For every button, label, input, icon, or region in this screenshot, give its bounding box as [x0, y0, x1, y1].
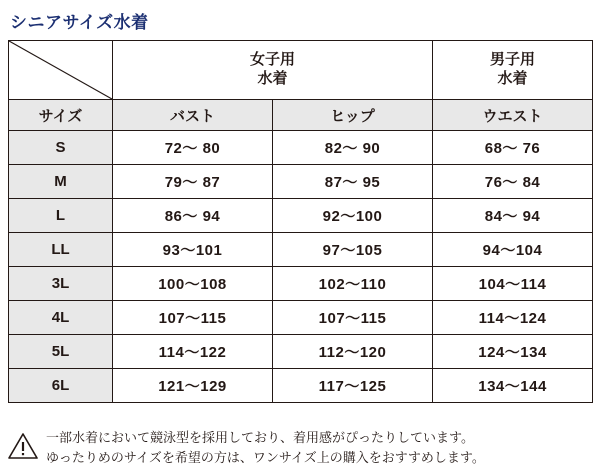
- cell-bust: 107～115: [113, 301, 273, 335]
- cell-hip: 82～ 90: [273, 131, 433, 165]
- cell-size: 6L: [9, 369, 113, 403]
- table-row: [9, 301, 593, 335]
- cell-size: S: [9, 131, 113, 165]
- size-table: [8, 40, 593, 403]
- cell-waist: 84～ 94: [433, 199, 593, 233]
- group-header-women-line2: 水着: [257, 70, 288, 87]
- group-header-women-line1: 女子用: [250, 51, 296, 69]
- cell-hip: 92～100: [273, 199, 433, 233]
- table-row: [9, 267, 593, 301]
- column-header-bust: バスト: [113, 100, 273, 131]
- group-header-women: [113, 41, 433, 100]
- table-row: [9, 165, 593, 199]
- warning-triangle-icon: [8, 432, 38, 460]
- table-row: [9, 335, 593, 369]
- cell-size: M: [9, 165, 113, 199]
- cell-size: 5L: [9, 335, 113, 369]
- cell-waist: 94～104: [433, 233, 593, 267]
- footnote-line-1: 一部水着において競泳型を採用しており、着用感がぴったりしています。: [46, 430, 474, 445]
- group-header-men: [433, 41, 593, 100]
- cell-size: L: [9, 199, 113, 233]
- cell-hip: 87～ 95: [273, 165, 433, 199]
- cell-size: 3L: [9, 267, 113, 301]
- table-row: [9, 199, 593, 233]
- cell-bust: 114～122: [113, 335, 273, 369]
- table-row: [9, 369, 593, 403]
- footnote-line-2: ゆったりめのサイズを希望の方は、ワンサイズ上の購入をおすすめします。: [46, 450, 485, 466]
- cell-waist: 104～114: [433, 267, 593, 301]
- table-row: [9, 131, 593, 165]
- table-group-header-row: [9, 41, 593, 100]
- cell-bust: 100～108: [113, 267, 273, 301]
- column-header-hip: ヒップ: [273, 100, 433, 131]
- cell-waist: 68～ 76: [433, 131, 593, 165]
- cell-hip: 107～115: [273, 301, 433, 335]
- cell-bust: 93～101: [113, 233, 273, 267]
- cell-hip: 112～120: [273, 335, 433, 369]
- column-header-size: サイズ: [9, 100, 113, 131]
- table-row: [9, 233, 593, 267]
- cell-waist: 124～134: [433, 335, 593, 369]
- table-column-header-row: [9, 100, 593, 131]
- corner-cell: [9, 41, 113, 100]
- cell-bust: 121～129: [113, 369, 273, 403]
- group-header-men-line1: 男子用: [490, 51, 536, 69]
- cell-size: LL: [9, 233, 113, 267]
- cell-hip: 102～110: [273, 267, 433, 301]
- cell-waist: 76～ 84: [433, 165, 593, 199]
- page-title: シニアサイズ水着: [10, 13, 149, 32]
- cell-hip: 97～105: [273, 233, 433, 267]
- cell-size: 4L: [9, 301, 113, 335]
- cell-waist: 134～144: [433, 369, 593, 403]
- cell-bust: 72～ 80: [113, 131, 273, 165]
- footnote-text: [46, 428, 485, 468]
- diagonal-line-icon: [9, 41, 112, 99]
- cell-bust: 79～ 87: [113, 165, 273, 199]
- cell-hip: 117～125: [273, 369, 433, 403]
- cell-bust: 86～ 94: [113, 199, 273, 233]
- footnote: [8, 428, 592, 468]
- group-header-men-line2: 水着: [497, 70, 528, 87]
- column-header-waist: ウエスト: [433, 100, 593, 131]
- cell-waist: 114～124: [433, 301, 593, 335]
